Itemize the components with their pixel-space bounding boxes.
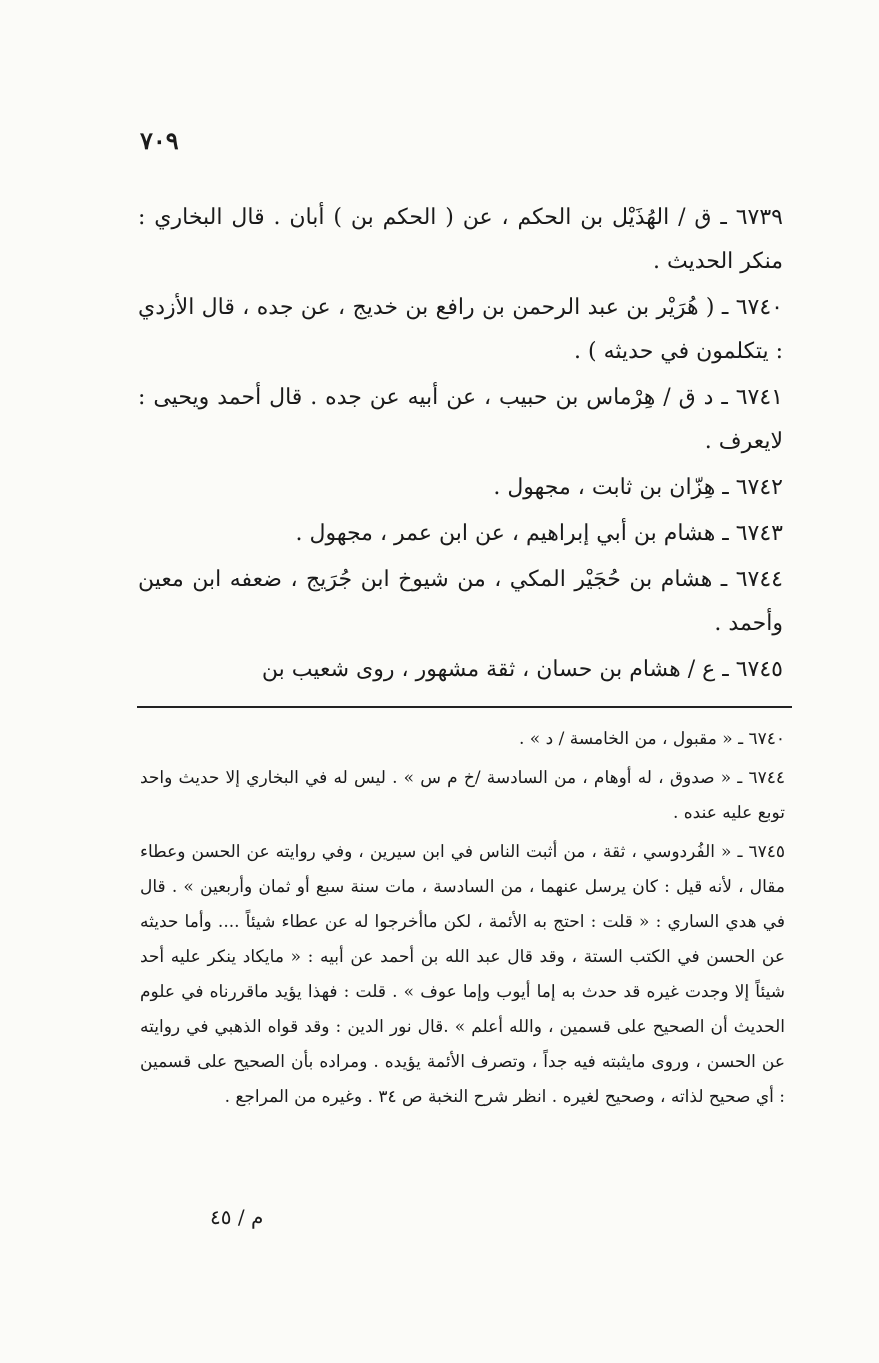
footnote-6744: ٦٧٤٤ ـ « صدوق ، له أوهام ، من السادسة /خ م س » . ليس له في البخاري إلا حديث واحد توبع عليه عنده . <box>140 768 785 823</box>
entry-6739: ٦٧٣٩ ـ ق / الهُذَيْل بن الحكم ، عن ( الحكم بن ) أبان . قال البخاري : منكر الحديث . <box>138 205 783 274</box>
page-number: ٧٠٩ <box>140 126 179 155</box>
footnote-divider <box>137 706 792 708</box>
entry-6744: ٦٧٤٤ ـ هشام بن حُجَيْر المكي ، من شيوخ ابن جُرَيج ، ضعفه ابن معين وأحمد . <box>138 567 783 636</box>
signature-mark: م / ٤٥ <box>210 1205 264 1229</box>
entry-6743: ٦٧٤٣ ـ هشام بن أبي إبراهيم ، عن ابن عمر ، مجهول . <box>295 521 783 546</box>
entry-6742: ٦٧٤٢ ـ هِزّان بن ثابت ، مجهول . <box>493 475 783 500</box>
entry-6741: ٦٧٤١ ـ د ق / هِرْماس بن حبيب ، عن أبيه عن جده . قال أحمد ويحيى : لايعرف . <box>138 385 783 454</box>
entry-6745: ٦٧٤٥ ـ ع / هشام بن حسان ، ثقة مشهور ، روى شعيب بن <box>261 657 783 682</box>
entry-6740: ٦٧٤٠ ـ ( هُرَيْر بن عبد الرحمن بن رافع بن خديج ، عن جده ، قال الأزدي : يتكلمون في حديثه ) . <box>138 295 783 364</box>
main-text <box>138 196 783 694</box>
footnotes <box>140 722 785 1119</box>
footnote-6745: ٦٧٤٥ ـ « الفُردوسي ، ثقة ، من أثبت الناس في ابن سيرين ، وفي روايته عن الحسن وعطاء مقال ، لأنه قيل : كان يرسل عنهما ، من السادسة ، مات سنة سبع أو ثمان وأربعين » . قال في هدي الساري : « قلت : احتج به الأئمة ، لكن ماأخرجوا له عن عطاء شيئاً .... وأما حديثه عن الحسن في الكتب الستة ، وقد قال عبد الله بن أحمد عن أبيه : « مايكاد ينكر عليه أحد شيئاً إلا وجدت غيره قد حدث به إما أيوب وإما عوف » . قلت : فهذا يؤيد ماقررناه في علوم الحديث أن الصحيح على قسمين ، والله أعلم » .قال نور الدين : وقد قواه الذهبي في روايته عن الحسن ، وروى مايثبته فيه جداً ، وتصرف الأئمة يؤيده . ومراده بأن الصحيح على قسمين : أي صحيح لذاته ، وصحيح لغيره . انظر شرح النخبة ص ٣٤ . وغيره من المراجع . <box>140 842 785 1107</box>
footnote-6740: ٦٧٤٠ ـ « مقبول ، من الخامسة / د » . <box>519 729 785 749</box>
